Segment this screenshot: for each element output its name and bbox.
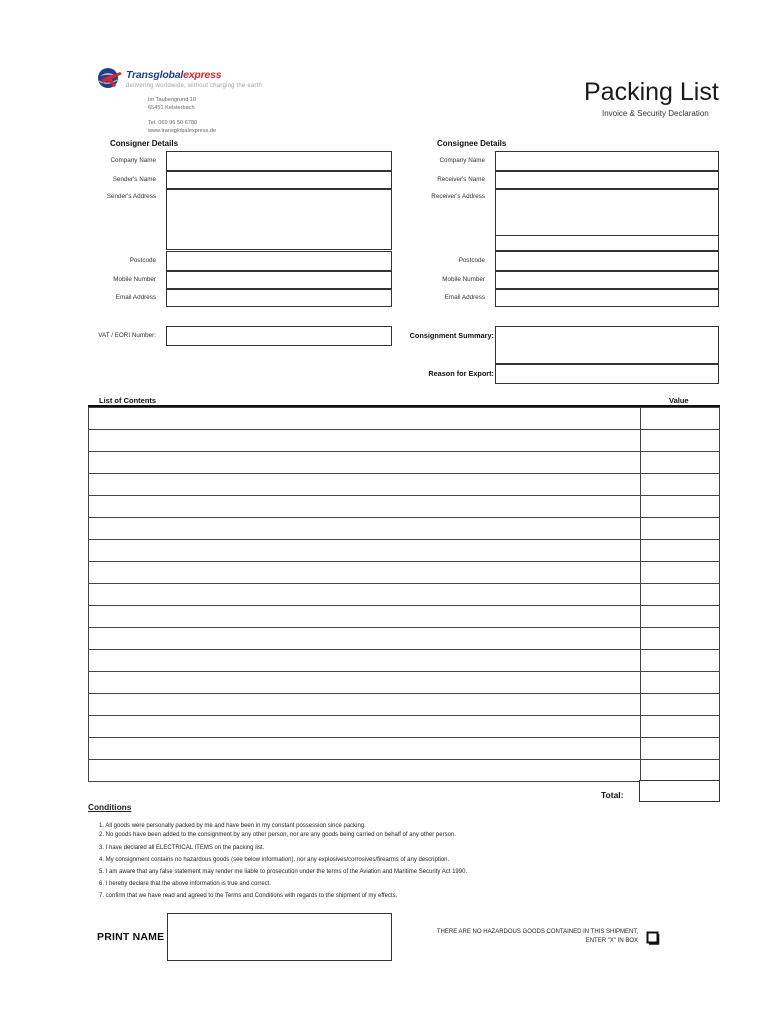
hazard-statement-line-2: ENTER "X" IN BOX (585, 938, 638, 944)
total-field[interactable] (639, 780, 720, 802)
condition-item: 3. I have declared all ELECTRICAL ITEMS on the packing list. (99, 845, 265, 851)
sender-address-label: Sender's Address (106, 193, 156, 200)
table-row (88, 628, 720, 650)
consigner-mobile-field[interactable] (166, 271, 392, 289)
table-top-border (88, 407, 720, 408)
content-description-cell[interactable] (89, 738, 641, 759)
content-description-cell[interactable] (89, 650, 641, 671)
consigner-postcode-field[interactable] (166, 251, 392, 271)
consignment-summary-label: Consignment Summary: (409, 331, 494, 340)
content-description-cell[interactable] (89, 694, 641, 715)
reason-for-export-field[interactable] (495, 364, 719, 384)
hazard-statement-line-1: THERE ARE NO HAZARDOUS GOODS CONTAINED IN THIS SHIPMENT, (436, 929, 638, 935)
consignee-postcode-field[interactable] (495, 251, 719, 271)
table-row (88, 716, 720, 738)
brand-name-part1: Transglobal (126, 69, 184, 81)
sender-address-field[interactable] (166, 189, 392, 250)
receiver-address-field-1[interactable] (495, 189, 719, 236)
page-subtitle: Invoice & Security Declaration (602, 109, 709, 118)
table-row (88, 474, 720, 496)
condition-item: 5. I am aware that any false statement may render me liable to prosecution under the terms of the Aviation and Maritime Security Act 1990. (99, 869, 468, 875)
content-value-cell[interactable] (641, 540, 719, 561)
content-value-cell[interactable] (641, 628, 719, 649)
address-line-1: Im Taubengrund 10 (148, 97, 197, 103)
consigner-company-label: Company Name (110, 157, 156, 164)
content-description-cell[interactable] (89, 672, 641, 693)
conditions-heading: Conditions (88, 802, 132, 812)
table-row (88, 430, 720, 452)
receiver-name-field[interactable] (495, 171, 719, 189)
receiver-address-label: Receiver's Address (431, 193, 485, 200)
consigner-email-label: Email Address (115, 294, 156, 301)
total-label: Total: (601, 790, 624, 800)
consignee-heading: Consignee Details (437, 139, 507, 148)
content-value-cell[interactable] (641, 430, 719, 451)
content-value-cell[interactable] (641, 408, 719, 429)
content-description-cell[interactable] (89, 518, 641, 539)
content-description-cell[interactable] (89, 430, 641, 451)
content-description-cell[interactable] (89, 540, 641, 561)
address-line-2: 65451 Kelsterbach (148, 105, 195, 111)
brand-name (126, 69, 221, 81)
table-row (88, 738, 720, 760)
checkbox-icon[interactable] (646, 931, 660, 945)
table-row (88, 496, 720, 518)
receiver-address-field-2[interactable] (495, 236, 719, 251)
content-value-cell[interactable] (641, 562, 719, 583)
content-description-cell[interactable] (89, 760, 641, 781)
vat-eori-label: VAT / EORI Number: (98, 332, 156, 339)
consignee-email-label: Email Address (444, 294, 485, 301)
consignee-email-field[interactable] (495, 289, 719, 307)
content-value-cell[interactable] (641, 606, 719, 627)
consignee-postcode-label: Postcode (458, 257, 485, 264)
consignment-summary-field[interactable] (495, 326, 719, 364)
contents-heading: List of Contents (99, 396, 157, 405)
content-description-cell[interactable] (89, 628, 641, 649)
condition-item: 6. I hereby declare that the above information is true and correct. (99, 881, 272, 887)
content-value-cell[interactable] (641, 452, 719, 473)
table-row (88, 452, 720, 474)
phone-number: Tel. 069 96 50 6780 (148, 120, 198, 126)
consignee-company-label: Company Name (439, 157, 485, 164)
content-value-cell[interactable] (641, 738, 719, 759)
vat-eori-field[interactable] (166, 326, 392, 346)
consigner-postcode-label: Postcode (129, 257, 156, 264)
globe-plane-logo-icon (96, 64, 124, 92)
table-row (88, 650, 720, 672)
page-title: Packing List (584, 78, 719, 106)
content-description-cell[interactable] (89, 496, 641, 517)
table-row (88, 672, 720, 694)
table-row (88, 518, 720, 540)
reason-for-export-label: Reason for Export: (428, 369, 494, 378)
content-value-cell[interactable] (641, 760, 719, 781)
table-row (88, 540, 720, 562)
consigner-mobile-label: Mobile Number (113, 276, 156, 283)
condition-item: 2. No goods have been added to the consignment by any other person, nor are any goods being carried on behalf of any other person. (99, 832, 456, 838)
condition-item: 1. All goods were personally packed by me and have been in my constant possession since packing. (99, 823, 366, 829)
content-value-cell[interactable] (641, 518, 719, 539)
content-value-cell[interactable] (641, 584, 719, 605)
sender-name-label: Sender's Name (112, 176, 156, 183)
consigner-company-field[interactable] (166, 151, 392, 171)
content-description-cell[interactable] (89, 716, 641, 737)
content-value-cell[interactable] (641, 694, 719, 715)
table-row (88, 694, 720, 716)
website: www.transglobalexpress.de (148, 128, 217, 134)
content-description-cell[interactable] (89, 606, 641, 627)
content-value-cell[interactable] (641, 650, 719, 671)
consignee-company-field[interactable] (495, 151, 719, 171)
hazard-statement (396, 928, 638, 946)
table-row (88, 562, 720, 584)
content-description-cell[interactable] (89, 584, 641, 605)
receiver-name-label: Receiver's Name (437, 176, 485, 183)
content-value-cell[interactable] (641, 672, 719, 693)
consigner-heading: Consigner Details (110, 139, 179, 148)
tagline: delivering worldwide, without charging the earth (126, 83, 263, 89)
condition-item: 4. My consignment contains no hazardous goods (see below information), nor any explosives/corrosives/firearms of any description. (99, 857, 450, 863)
content-description-cell[interactable] (89, 562, 641, 583)
content-description-cell[interactable] (89, 452, 641, 473)
content-description-cell[interactable] (89, 474, 641, 495)
print-name-field[interactable] (167, 913, 392, 961)
brand-name-part2: express (183, 69, 222, 81)
content-value-cell[interactable] (641, 474, 719, 495)
table-row (88, 408, 720, 430)
table-row (88, 584, 720, 606)
content-value-cell[interactable] (641, 716, 719, 737)
content-description-cell[interactable] (89, 408, 641, 429)
consignee-mobile-label: Mobile Number (442, 276, 485, 283)
table-row (88, 760, 720, 782)
value-heading: Value (669, 396, 689, 405)
consigner-email-field[interactable] (166, 289, 392, 307)
table-row (88, 606, 720, 628)
condition-item: 7. confirm that we have read and agreed to the Terms and Conditions with regards to the shipment of my effects. (99, 893, 398, 899)
sender-name-field[interactable] (166, 171, 392, 189)
content-value-cell[interactable] (641, 496, 719, 517)
print-name-label: PRINT NAME (97, 931, 165, 943)
consignee-mobile-field[interactable] (495, 271, 719, 289)
